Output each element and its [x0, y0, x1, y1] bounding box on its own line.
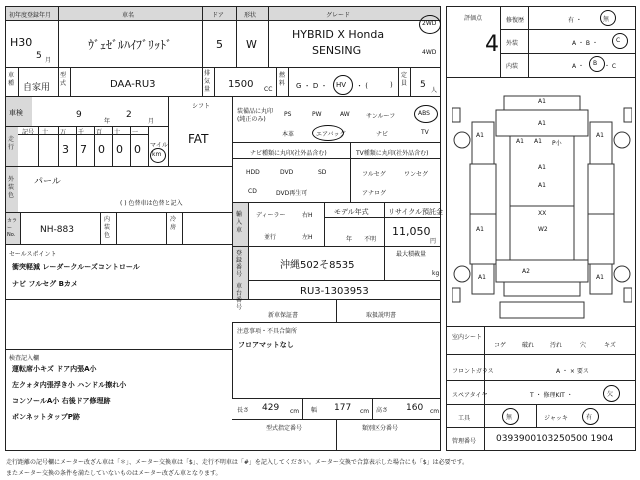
recycle-label: リサイクル預託金 [388, 208, 444, 216]
diagram-damage-label: A1 [538, 182, 546, 189]
equipment-item: AW [340, 111, 350, 118]
mileage-label: 走行 [8, 136, 15, 151]
footer-line1: 走行距離の記号欄にメーター改ざん車は「＊」、メーター交換車は「$」、走行不明車は「#」を記入してください。メーター交換で合算表示した場合にも「$」は必要です。 [6, 459, 469, 466]
width-unit: cm [360, 408, 370, 415]
tool-selected: 無 [506, 414, 513, 421]
import-parallel: 並行 [264, 234, 277, 241]
diagram-damage-label: A1 [516, 138, 524, 145]
inspector-note-line: コンソールA小 右後ドア修理跡 [12, 397, 111, 405]
mileage-header: 一 [132, 129, 139, 136]
airbag-circle [312, 125, 344, 141]
drive-4wd: 4WD [422, 49, 437, 56]
length-unit: cm [290, 408, 300, 415]
exterior-label: 外装色 [8, 176, 15, 199]
doors-value: 5 [216, 38, 223, 51]
fuel-options: G ・ D ・ [296, 82, 328, 90]
seat-item: 破れ [522, 342, 535, 349]
mileage-header: 万 [60, 129, 67, 136]
equipment-item: PW [312, 111, 322, 118]
diagram-damage-label: P小 [552, 140, 562, 147]
mileage-digit: 0 [134, 143, 141, 156]
exterior-grade-selected: C [616, 37, 621, 44]
capacity-value: 5 [420, 80, 426, 90]
equipment-item: エアバッグ [316, 131, 346, 138]
mgmt-value: 0393900103250500 1904 [496, 434, 614, 444]
diagram-damage-label: A1 [476, 226, 484, 233]
glass-value: A ・ × 要ス [556, 368, 589, 375]
seat-item: キズ [604, 342, 616, 349]
jack-selected: 有 [586, 414, 593, 421]
navi-item: SD [318, 169, 327, 176]
first-reg-month: 5 [36, 51, 42, 61]
diagram-damage-label: A1 [534, 138, 542, 145]
first-reg-label: 初年度登録年月 [9, 12, 52, 19]
shift-value: FAT [188, 132, 209, 146]
cooler-label: 冷房 [170, 216, 177, 231]
chassis-label: 車台番号 [236, 283, 243, 311]
interior-grade-a: A ・ [572, 63, 585, 70]
shape-value: W [246, 38, 257, 51]
tv-title: TV種類に丸印(社外品含む) [356, 150, 429, 157]
tool-label: 工具 [458, 415, 471, 422]
seat-item: コゲ [494, 342, 507, 349]
interior-color-label: 内装色 [104, 216, 111, 239]
inspector-label: 検査記入欄 [9, 355, 40, 362]
grade-value-line2: SENSING [312, 44, 362, 57]
equipment-title: 装備品に丸印 [237, 108, 274, 115]
height-unit: cm [430, 408, 440, 415]
car-damage-diagram [452, 92, 632, 320]
inspection-year-unit: 年 [104, 118, 111, 125]
manual-label: 取扱説明書 [366, 312, 397, 319]
mileage-header: 記号 [22, 129, 35, 136]
model-label: 型式 [60, 72, 67, 87]
width-label: 幅 [311, 407, 318, 414]
diagram-damage-label: W2 [538, 226, 548, 233]
seat-item: 穴 [580, 342, 587, 349]
footer-line2: またメーター交換の条件を満たしていないものはメーター改ざん車となります。 [6, 470, 222, 477]
inspection-label: 車検 [9, 109, 23, 117]
displacement-value: 1500 [228, 79, 254, 90]
car-name-value: ｳﾞｪｾﾞﾙﾊｲﾌﾞﾘｯﾄﾞ [88, 38, 173, 52]
max-load-unit: kg [432, 270, 440, 277]
tv-item: フルセグ [362, 171, 386, 178]
repair-options: 有 ・ [568, 17, 582, 24]
import-label: 輸入車 [236, 211, 243, 234]
use-value: 自家用 [23, 83, 51, 93]
type-number-label: 型式指定番号 [266, 425, 303, 432]
jack-label: ジャッキ [544, 415, 568, 422]
diagram-damage-label: A2 [522, 268, 530, 275]
doors-label: ドア [212, 12, 224, 19]
repair-selected: 無 [603, 16, 610, 23]
displacement-unit: CC [264, 86, 273, 93]
registration-label: 登録番号 [236, 250, 243, 278]
mileage-digit: 0 [98, 143, 105, 156]
mileage-header: 百 [96, 129, 103, 136]
notes-text: フロアマットなし [238, 341, 294, 349]
color-no-label: カラーNo. [7, 218, 18, 238]
score-value: 4 [485, 32, 499, 57]
recycle-unit: 円 [430, 238, 437, 245]
navi-item: DVD [280, 169, 294, 176]
equipment-item: サンルーフ [366, 113, 396, 120]
chassis-value: RU3-1303953 [300, 286, 369, 297]
diagram-damage-label: A1 [538, 120, 546, 127]
exterior-grade-options: A ・ B ・ [572, 40, 598, 47]
navi-item: HDD [246, 169, 260, 176]
height-value: 160 [406, 403, 424, 413]
navi-item: DVD再生可 [276, 190, 308, 197]
equipment-item: TV [421, 129, 429, 136]
diagram-damage-label: A1 [596, 274, 604, 281]
sales-points-label: セールスポイント [9, 251, 57, 258]
length-label: 長さ [237, 407, 250, 414]
spare-value: T ・ 修理KIT ・ [530, 392, 573, 399]
mileage-header: 十 [42, 129, 49, 136]
first-reg-month-unit: 月 [45, 57, 52, 64]
mileage-digit: 0 [116, 143, 123, 156]
spare-label: スペアタイヤ [452, 392, 488, 399]
first-reg-value: H30 [10, 36, 33, 49]
mileage-header: 十 [114, 129, 121, 136]
exterior-value: パール [34, 177, 61, 187]
sales-points-line1: 衝突軽減 レーダークルーズコントロール [12, 263, 140, 271]
diagram-damage-label: A1 [478, 274, 486, 281]
diagram-damage-label: A1 [538, 164, 546, 171]
max-load-label: 最大積載量 [396, 251, 427, 258]
exterior-note: ( ) 色替車は色替と記入 [120, 200, 183, 207]
inspector-note-line: 運転席小キズ ドア内張A小 [12, 365, 97, 373]
fuel-close: ) [390, 81, 393, 89]
tv-item: ワンセグ [404, 171, 429, 178]
exterior-grade-label: 外装 [506, 40, 519, 47]
length-value: 429 [262, 403, 280, 413]
equipment-item: ナビ [376, 131, 389, 138]
navi-title: ナビ種類に丸印(社外品含む) [250, 150, 327, 157]
mgmt-label: 管理番号 [452, 438, 477, 445]
glass-label: フロントガラス [452, 368, 494, 375]
inspection-month: 2 [126, 110, 132, 120]
capacity-unit: 人 [431, 87, 438, 94]
new-warranty-label: 新車保証書 [268, 312, 299, 319]
km-label: km [152, 151, 162, 158]
car-name-label: 車名 [122, 12, 135, 19]
use-label: 車種 [8, 72, 15, 87]
spare-selected: 欠 [607, 391, 614, 398]
mileage-digit: 7 [80, 143, 87, 156]
repair-label: 修復歴 [506, 17, 525, 24]
interior-grade-selected: B [593, 60, 598, 67]
equipment-title-sub: (純正のみ) [237, 116, 266, 123]
diagram-damage-label: XX [538, 210, 547, 217]
height-label: 高さ [376, 407, 389, 414]
inspection-year: 9 [76, 110, 82, 120]
model-year-unknown: 不明 [364, 236, 377, 243]
seat-label: 室内シート [452, 334, 483, 341]
import-right: 右H [302, 212, 313, 219]
sales-points-line2: ナビ フルセグ Bカメ [12, 280, 78, 288]
notes-label: 注意事項・不具合箇所 [237, 328, 298, 335]
equipment-item: PS [284, 111, 292, 118]
tv-item: アナログ [362, 190, 387, 197]
registration-value: 沖縄502そ8535 [280, 260, 355, 271]
color-no-value: NH-883 [40, 225, 74, 235]
score-label: 評価点 [464, 15, 483, 22]
inspector-note-line: 左クォタ内張浮き小 ハンドル擦れ小 [12, 381, 127, 389]
shape-label: 形状 [244, 12, 257, 19]
drive-2wd: 2WD [422, 20, 437, 27]
abs-label: ABS [418, 110, 430, 117]
interior-grade-label: 内装 [506, 63, 519, 70]
diagram-damage-label: A1 [596, 132, 604, 139]
fuel-other: ・ ( [356, 82, 368, 90]
interior-grade-c: ・ C [604, 63, 617, 70]
diagram-damage-label: A1 [476, 132, 484, 139]
seat-item: 汚れ [550, 342, 563, 349]
shift-label: シフト [192, 103, 211, 110]
model-value: DAA-RU3 [110, 79, 156, 90]
model-year-unit: 年 [346, 236, 353, 243]
class-number-label: 類別区分番号 [362, 425, 399, 432]
inspector-note-line: ボンネットタップP跡 [12, 413, 80, 421]
displacement-label: 排気量 [204, 70, 211, 93]
diagram-damage-label: A1 [538, 98, 546, 105]
import-dealer: ディーラー [256, 212, 286, 219]
navi-item: CD [248, 188, 257, 195]
recycle-value: 11,050 [392, 225, 431, 238]
inspection-month-unit: 月 [148, 118, 155, 125]
mileage-digit: 3 [62, 143, 69, 156]
mile-label: マイル [150, 142, 168, 149]
grade-label: グレード [326, 12, 351, 19]
grade-value-line1: HYBRID X Honda [292, 28, 385, 41]
fuel-label: 燃料 [279, 72, 286, 87]
width-value: 177 [334, 403, 352, 413]
fuel-selected: HV [336, 81, 347, 89]
mileage-header: 千 [78, 129, 85, 136]
equipment-item: 本革 [282, 131, 295, 138]
model-year-label: モデル年式 [334, 208, 369, 216]
capacity-label: 定員 [401, 72, 408, 87]
import-left: 左H [302, 234, 313, 241]
